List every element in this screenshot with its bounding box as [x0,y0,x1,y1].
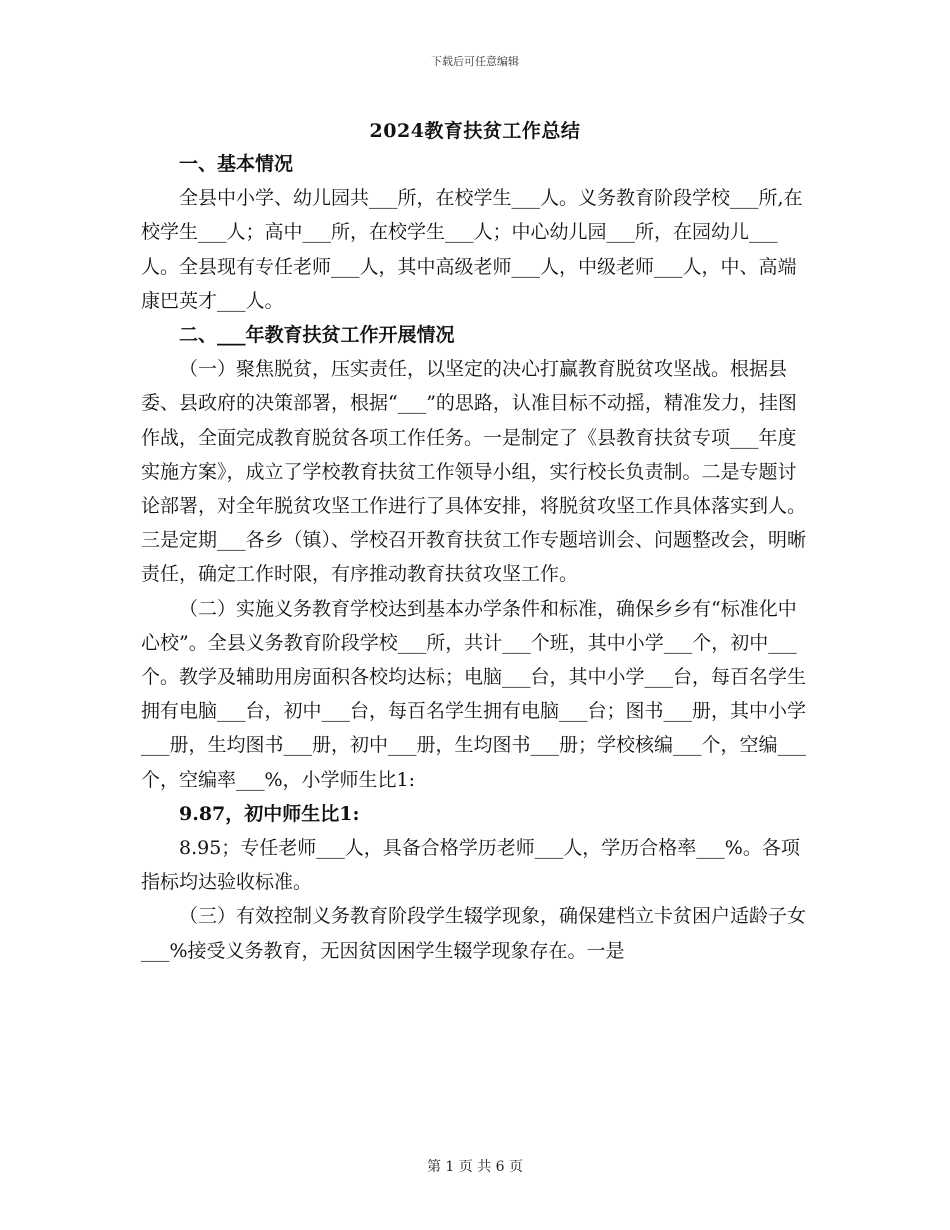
page-footer: 第 1 页 共 6 页 [426,1159,524,1175]
paragraph: （二）实施义务教育学校达到基本办学条件和标准，确保乡乡有“标准化中心校”。全县义务教育阶段学校___所，共计___个班，其中小学___个，初中___个。教学及辅助用房面积各校均达标；电脑___台，其中小学___台，每百名学生拥有电脑___台，初中___台，每百名学生拥有电脑___台；图书___册，其中小学___册，生均图书___册，初中___册，生均图书___册；学校核编___个，空编___个，空编率___%，小学师生比1: [141,597,807,791]
paragraph: （一）聚焦脱贫，压实责任，以坚定的决心打赢教育脱贫攻坚战。根据县委、县政府的决策部署，根据“___”的思路，认准目标不动摇，精准发力，挂图作战，全面完成教育脱贫各项工作任务。一是制定了《县教育扶贫专项___年度实施方案》，成立了学校教育扶贫工作领导小组，实行校长负责制。二是专题讨论部署，对全年脱贫攻坚工作进行了具体安排，将脱贫攻坚工作具体落实到人。三是定期___各乡（镇）、学校召开教育扶贫工作专题培训会、问题整改会，明晰责任，确定工作时限，有序推动教育扶贫攻坚工作。 [141,358,807,586]
paragraph: 全县中小学、幼儿园共___所，在校学生___人。义务教育阶段学校___所,在校学生___人；高中___所，在校学生___人；中心幼儿园___所，在园幼儿___人。全县现有专任老师___人，其中高级老师___人，中级老师___人，中、高端康巴英才___人。 [141,187,803,312]
document-body [141,147,809,968]
header-note: 下载后可任意编辑 [431,55,519,68]
document-title: 2024教育扶贫工作总结 [369,120,581,142]
paragraph: 8.95；专任老师___人，具备合格学历老师___人，学历合格率___%。各项指标均达验收标准。 [141,837,800,894]
section-heading-basic: 一、基本情况 [179,153,294,175]
section-heading-progress: 二、___年教育扶贫工作开展情况 [179,324,455,347]
paragraph-bold: 9.87，初中师生比1: [179,802,360,825]
paragraph: （三）有效控制义务教育阶段学生辍学现象，确保建档立卡贫困户适龄子女___%接受义务教育，无因贫因困学生辍学现象存在。一是 [141,905,807,962]
